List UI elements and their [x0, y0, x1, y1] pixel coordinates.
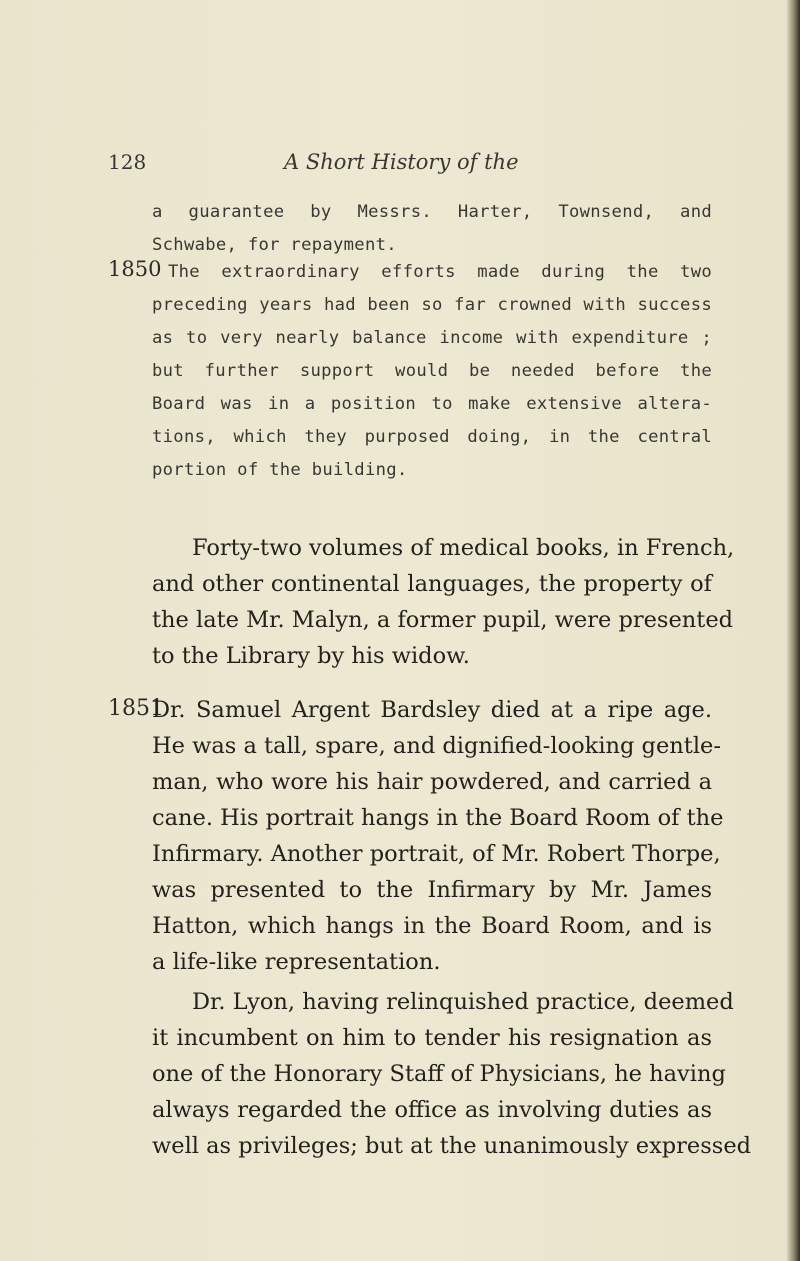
text-line: cane. His portrait hangs in the Board Room of the	[152, 805, 724, 831]
text-line: Hatton, which hangs in the Board Room, and is	[152, 913, 712, 939]
text-line: Board was in a position to make extensive altera-	[152, 394, 712, 414]
text-line: to the Library by his widow.	[152, 643, 470, 669]
paragraph-lyon	[152, 984, 752, 1164]
text-line: Dr. Lyon, having relinquished practice, deemed	[192, 989, 734, 1015]
paragraph-1850-efforts	[152, 256, 712, 487]
text-line: a guarantee by Messrs. Harter, Townsend, and	[152, 202, 712, 222]
text-line: Forty-two volumes of medical books, in French,	[192, 535, 735, 561]
page-number: 128	[108, 150, 147, 174]
text-line: Dr. Samuel Argent Bardsley died at a ripe age.	[152, 697, 712, 723]
text-line: it incumbent on him to tender his resignation as	[152, 1025, 712, 1051]
text-line: but further support would be needed before the	[152, 361, 712, 381]
text-line: Schwabe, for repayment.	[152, 235, 397, 255]
text-line: man, who wore his hair powdered, and carried a	[152, 769, 712, 795]
text-line: a life-like representation.	[152, 949, 441, 975]
paragraph-guarantee	[152, 196, 712, 262]
text-line: always regarded the office as involving duties as	[152, 1097, 712, 1123]
running-title: A Short History of the	[284, 150, 519, 174]
year-marker-1850: 1850	[108, 257, 162, 281]
running-head	[108, 150, 748, 180]
text-line: portion of the building.	[152, 460, 408, 480]
text-line: the late Mr. Malyn, a former pupil, were presented	[152, 607, 734, 633]
text-line: Infirmary. Another portrait, of Mr. Robert Thorpe,	[152, 841, 721, 867]
text-line: and other continental languages, the property of	[152, 571, 712, 597]
text-line: well as privileges; but at the unanimously expressed	[152, 1133, 752, 1159]
paragraph-bardsley	[152, 692, 724, 980]
text-line: preceding years had been so far crowned with success	[152, 295, 712, 315]
text-line: was presented to the Infirmary by Mr. James	[152, 877, 712, 903]
text-line: He was a tall, spare, and dignified-looking gentle-	[152, 733, 721, 759]
text-line: as to very nearly balance income with expenditure ;	[152, 328, 712, 348]
page-edge-shadow	[786, 0, 800, 1261]
paragraph-medical-books	[152, 530, 735, 674]
text-line: tions, which they purposed doing, in the central	[152, 427, 712, 447]
year-marker-1851: 1851	[108, 696, 164, 721]
text-line: The extraordinary efforts made during the two	[168, 262, 712, 282]
text-line: one of the Honorary Staff of Physicians, he having	[152, 1061, 726, 1087]
